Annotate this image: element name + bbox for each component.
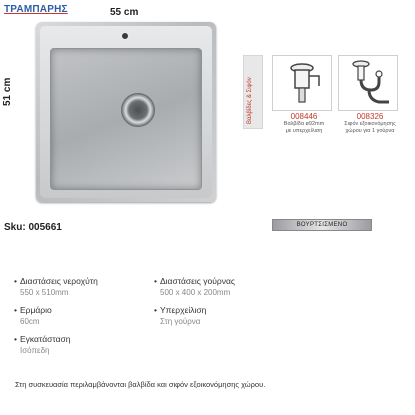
package-footnote: Στη συσκευασία περιλαμβάνονται βαλβίδα και σιφόν εξοικονόμησης χώρου. [15, 380, 266, 389]
spec-label: • Υπερχείλιση [154, 305, 206, 316]
accessories-tab-label: Βαλβίδες & Σιφόν [247, 77, 253, 124]
accessory-desc: χώρου για 1 γούρνα [345, 128, 395, 134]
spec-value: 60cm [20, 317, 40, 326]
spec-value: Ισόπεδη [20, 346, 50, 355]
accessory-desc: με υπερχείλιση [285, 128, 323, 134]
sink-height-label: 51 cm [2, 77, 13, 106]
siphon-icon [338, 55, 398, 111]
sink-basin [50, 48, 202, 190]
tap-hole [120, 31, 130, 41]
drain-valve-icon [272, 55, 332, 111]
sku-label: Sku: 005661 [4, 222, 62, 233]
accessory-code: 008446 [290, 112, 318, 121]
spec-label: • Ερμάριο [14, 305, 52, 316]
finish-badge: ΒΟΥΡΤΣΙΣΜΕΝΟ [272, 219, 372, 231]
spec-value: 500 x 400 x 200mm [160, 288, 231, 297]
spec-cabinet [14, 305, 52, 327]
brand-logo: ΤΡΑΜΠΑΡΗΣ [4, 4, 68, 15]
spec-label: • Διαστάσεις νεροχύτη [14, 276, 98, 287]
spec-label: • Εγκατάσταση [14, 334, 71, 345]
spec-bowl-dimensions [154, 276, 235, 298]
accessories-tab [243, 55, 263, 129]
spec-installation [14, 334, 71, 356]
spec-sink-dimensions [14, 276, 98, 298]
drain-icon [121, 93, 155, 127]
accessory-item[interactable] [272, 55, 336, 145]
accessory-desc: Βαλβίδα ø92mm [283, 121, 325, 127]
accessory-code: 008326 [356, 112, 384, 121]
accessory-desc: Σιφόν εξοικονόμησης [344, 121, 396, 127]
spec-label: • Διαστάσεις γούρνας [154, 276, 235, 287]
sink-width-label: 55 cm [110, 7, 139, 18]
accessory-item[interactable] [338, 55, 402, 145]
spec-value: 550 x 510mm [20, 288, 69, 297]
sink-image [36, 22, 216, 202]
spec-value: Στη γούρνα [160, 317, 201, 326]
spec-overflow [154, 305, 206, 327]
